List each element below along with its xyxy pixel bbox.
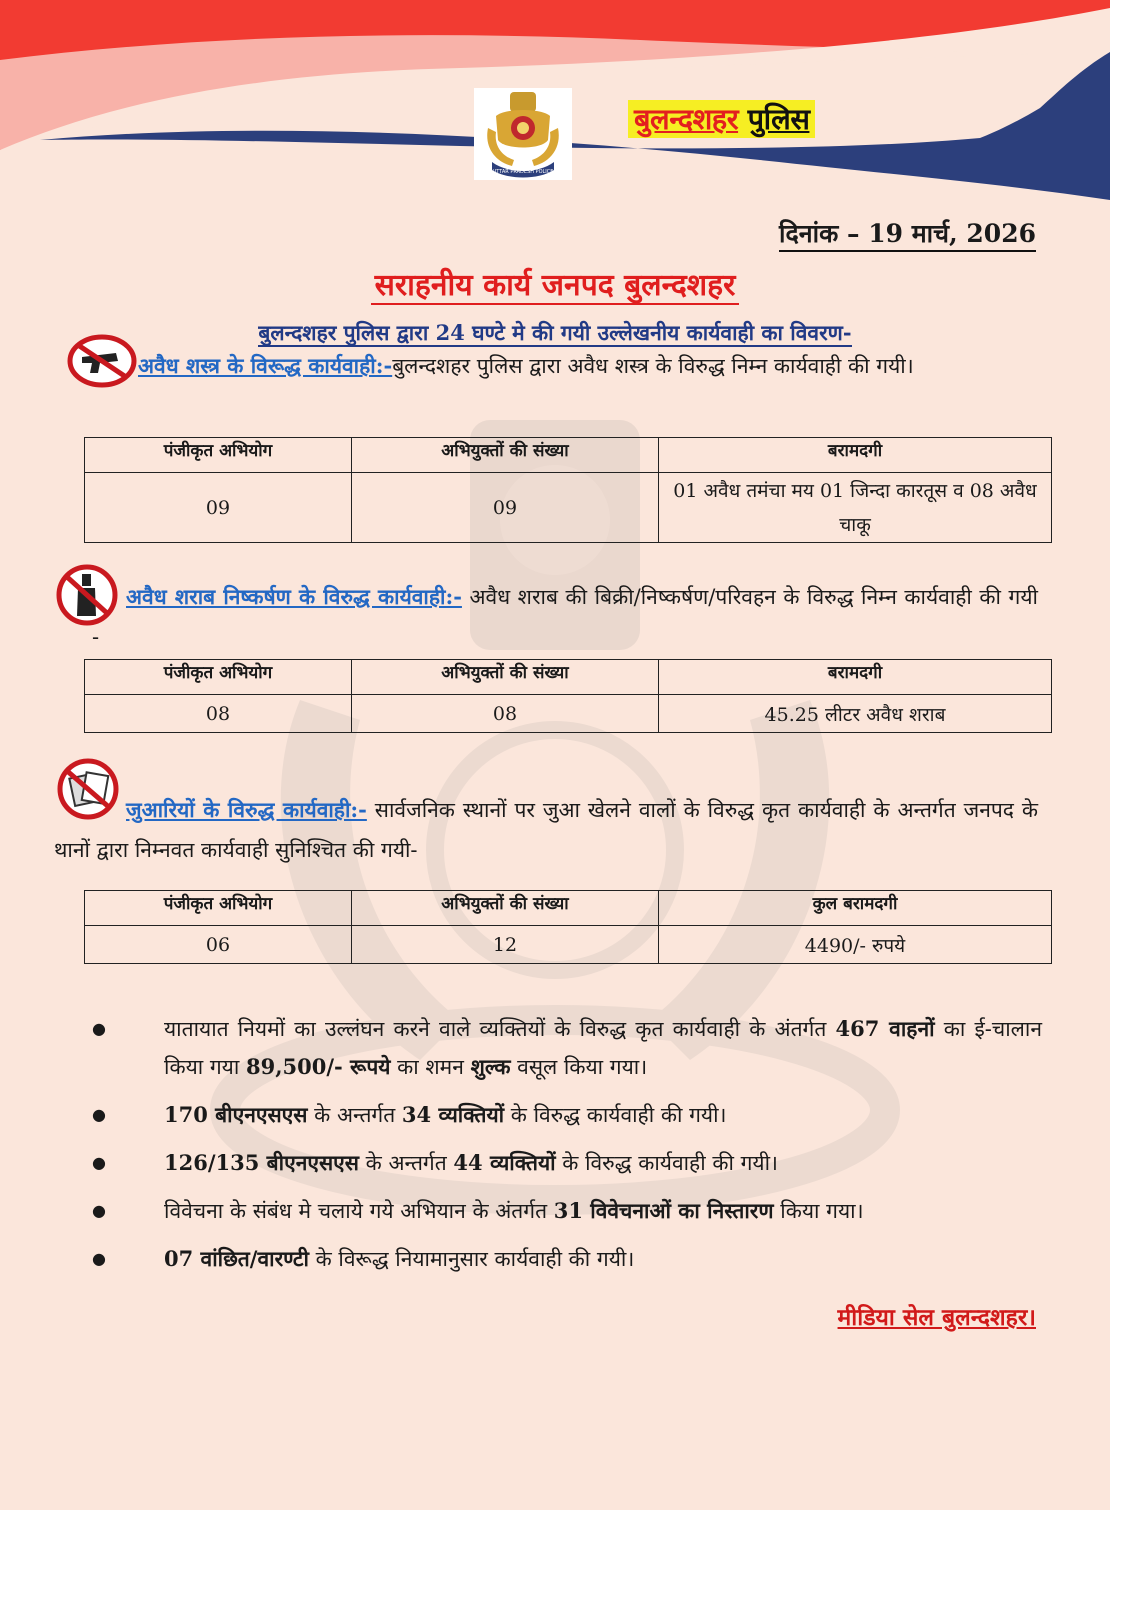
document-date: दिनांक – 19 मार्च, 2026 [779, 218, 1036, 252]
section-liquor-text: अवैध शराब की बिक्री/निष्कर्षण/परिवहन के विरुद्ध निम्न कार्यवाही की गयी - [92, 585, 1038, 649]
list-item: ● विवेचना के संबंध मे चलाये गये अभियान के अंतर्गत 31 विवेचनाओं का निस्तारण किया गया। [92, 1192, 1042, 1230]
table-cell: 09 [352, 473, 659, 543]
section-arms-heading: अवैध शस्त्र के विरूद्ध कार्यवाही:- [138, 353, 393, 378]
col-cases: पंजीकृत अभियोग [85, 891, 352, 926]
page-title: सराहनीय कार्य जनपद बुलन्दशहर [0, 263, 1110, 304]
col-recovery: बरामदगी [659, 660, 1052, 695]
liquor-table [84, 659, 1052, 733]
table-cell: 01 अवैध तमंचा मय 01 जिन्दा कारतूस व 08 अवैध चाकू [659, 473, 1052, 543]
table-cell: 06 [85, 926, 352, 964]
section-arms-text: बुलन्दशहर पुलिस द्वारा अवैध शस्त्र के विरुद्ध निम्न कार्यवाही की गयी। [392, 354, 914, 378]
section-arms [92, 346, 1038, 386]
table-cell: 08 [352, 695, 659, 733]
media-cell-signature: मीडिया सेल बुलन्दशहर। [837, 1304, 1036, 1331]
brand-title [628, 100, 815, 138]
list-item: ● 126/135 बीएनएसएस के अन्तर्गत 44 व्यक्तियों के विरुद्ध कार्यवाही की गयी। [92, 1144, 1042, 1182]
gambling-table [84, 890, 1052, 964]
table-cell: 12 [352, 926, 659, 964]
brand-city: बुलन्दशहर [634, 102, 739, 136]
summary-list [92, 1010, 1042, 1288]
section-liquor [92, 577, 1038, 657]
arms-table [84, 437, 1052, 543]
col-cases: पंजीकृत अभियोग [85, 660, 352, 695]
up-police-emblem-icon [474, 88, 572, 180]
col-cases: पंजीकृत अभियोग [85, 438, 352, 473]
section-gambling-text: सार्वजनिक स्थानों पर जुआ खेलने वालों के विरुद्ध कृत कार्यवाही के अन्तर्गत जनपद के थानों द्वारा निम्नवत कार्यवाही सुनिश्चित की गयी- [54, 798, 1039, 862]
brand-police: पुलिस [747, 102, 810, 136]
table-cell: 09 [85, 473, 352, 543]
table-cell: 08 [85, 695, 352, 733]
section-gambling [54, 790, 1038, 870]
list-item: ● 07 वांछित/वारण्टी के विरूद्ध नियामानुसार कार्यवाही की गयी। [92, 1240, 1042, 1278]
col-recovery: कुल बरामदगी [659, 891, 1052, 926]
col-accused: अभियुक्तों की संख्या [352, 891, 659, 926]
list-item: ● यातायात नियमों का उल्लंघन करने वाले व्यक्तियों के विरुद्ध कृत कार्यवाही के अंतर्गत 467 वाहनों का ई-चालान किया गया 89,500/- रूपये का शमन शुल्क वसूल किया गया। [92, 1010, 1042, 1086]
col-recovery: बरामदगी [659, 438, 1052, 473]
list-item: ● 170 बीएनएसएस के अन्तर्गत 34 व्यक्तियों के विरुद्ध कार्यवाही की गयी। [92, 1096, 1042, 1134]
section-gambling-heading: जुआरियों के विरुद्ध कार्यवाही:- [126, 797, 367, 822]
emblem-caption: UTTAR PRADESH POLICE [492, 169, 554, 175]
table-cell: 4490/- रुपये [659, 926, 1052, 964]
table-cell: 45.25 लीटर अवैध शराब [659, 695, 1052, 733]
section-liquor-heading: अवैध शराब निष्कर्षण के विरुद्ध कार्यवाही:- [126, 584, 462, 609]
col-accused: अभियुक्तों की संख्या [352, 660, 659, 695]
col-accused: अभियुक्तों की संख्या [352, 438, 659, 473]
page-subtitle: बुलन्दशहर पुलिस द्वारा 24 घण्टे मे की गयी उल्लेखनीय कार्यवाही का विवरण- [258, 320, 852, 345]
